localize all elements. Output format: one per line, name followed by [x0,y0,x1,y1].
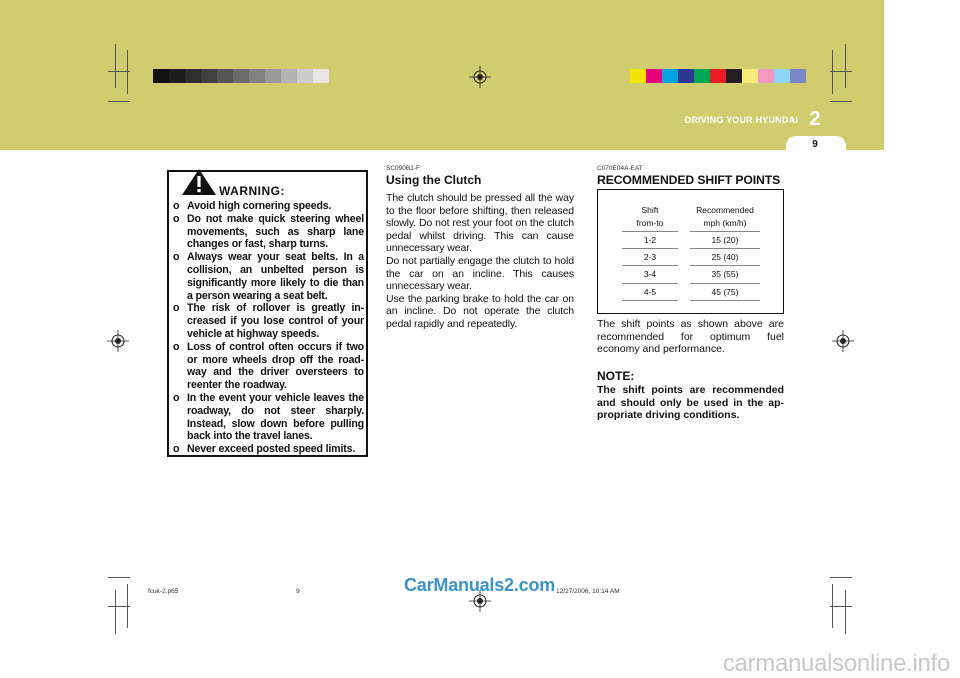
watermark-text[interactable]: carmanualsonline.info [722,650,950,677]
warning-heading: WARNING: [219,184,285,198]
warning-item: o In the event your vehicle leaves the roadway, do not steer sharply. Instead, slow down before pulling back into the travel lanes. [173,392,364,443]
gray-swatch [217,69,233,83]
registration-mark-icon [107,330,129,352]
table-cell: 2-3 [622,249,678,266]
table-header: Recommended mph (km/h) [690,202,760,232]
color-swatch [646,69,662,83]
clutch-body [386,192,574,331]
color-swatch [662,69,678,83]
warning-triangle-icon [181,168,217,196]
shift-table-column-speed [690,202,760,301]
gray-swatch [313,69,329,83]
table-cell: 1-2 [622,232,678,249]
warning-item: o The risk of rollover is greatly in- creased if you lose control of your vehicle at highway speeds. [173,302,364,340]
section-title-shift: RECOMMENDED SHIFT POINTS [597,173,781,187]
warning-item: o Do not make quick steering wheel movements, such as sharp lane changes or fast, sharp turns. [173,213,364,251]
warning-item: o Never exceed posted speed limits. [173,443,364,456]
watermark-link[interactable]: CarManuals2.com [404,575,556,595]
gray-swatch [265,69,281,83]
note-heading: NOTE: [597,369,635,383]
warning-list [173,200,364,456]
footer-page: 9 [296,588,300,595]
shift-body: The shift points as shown above are recommended for optimum fuel economy and performance. [597,318,784,356]
table-cell: 15 (20) [690,232,760,249]
color-swatch [742,69,758,83]
registration-mark-icon [832,330,854,352]
page-number: 9 [812,139,818,150]
registration-mark-icon [469,66,491,88]
table-cell: 25 (40) [690,249,760,266]
section-code: SC090B1-F [386,165,420,172]
footer-date: 12/27/2006, 10:14 AM [556,588,620,595]
paragraph: The clutch should be pressed all the way to the floor before shifting, then released slowly. Do not rest your foot on the clutch pedal whilst driving. This can cause unnecessary wear. [386,192,574,255]
table-header: Shift from-to [622,202,678,232]
color-swatch [678,69,694,83]
footer-filename: fcuk-2.p65 [148,588,179,595]
gray-swatch [185,69,201,83]
gray-swatch [249,69,265,83]
chapter-title: DRIVING YOUR HYUNDAI [684,115,798,125]
color-swatch [774,69,790,83]
table-cell: 35 (55) [690,266,760,283]
note-text: The shift points are recommended and should only be used in the ap- propriate driving conditions. [597,384,784,422]
warning-item: o Loss of control often occurs if two or more wheels drop off the road- way and the driver oversteers to reenter the roadway. [173,341,364,392]
watermark-banner [0,648,960,678]
gray-swatch [201,69,217,83]
color-swatch [694,69,710,83]
gray-swatch [153,69,169,83]
color-swatch [758,69,774,83]
shift-table-column-shift [622,202,678,301]
warning-item: o Avoid high cornering speeds. [173,200,364,213]
section-title-clutch: Using the Clutch [386,173,482,187]
gray-swatch [233,69,249,83]
warning-item: o Always wear your seat belts. In a collision, an unbelted person is significantly more likely to die than a person wearing a seat belt. [173,251,364,302]
gray-swatch [281,69,297,83]
gray-swatch [169,69,185,83]
paragraph: Use the parking brake to hold the car on an incline. Do not operate the clutch pedal rapidly and repeatedly. [386,292,574,330]
color-swatch [630,69,646,83]
color-swatch [710,69,726,83]
section-code: C070E04A-EAT [597,165,643,172]
gray-swatch [297,69,313,83]
color-swatch [790,69,806,83]
table-cell: 3-4 [622,266,678,283]
chapter-number: 2 [809,108,821,130]
color-swatch [726,69,742,83]
table-cell: 4-5 [622,284,678,301]
table-cell: 45 (75) [690,284,760,301]
paragraph: Do not partially engage the clutch to hold the car on an incline. This causes unnecessary wear. [386,254,574,293]
